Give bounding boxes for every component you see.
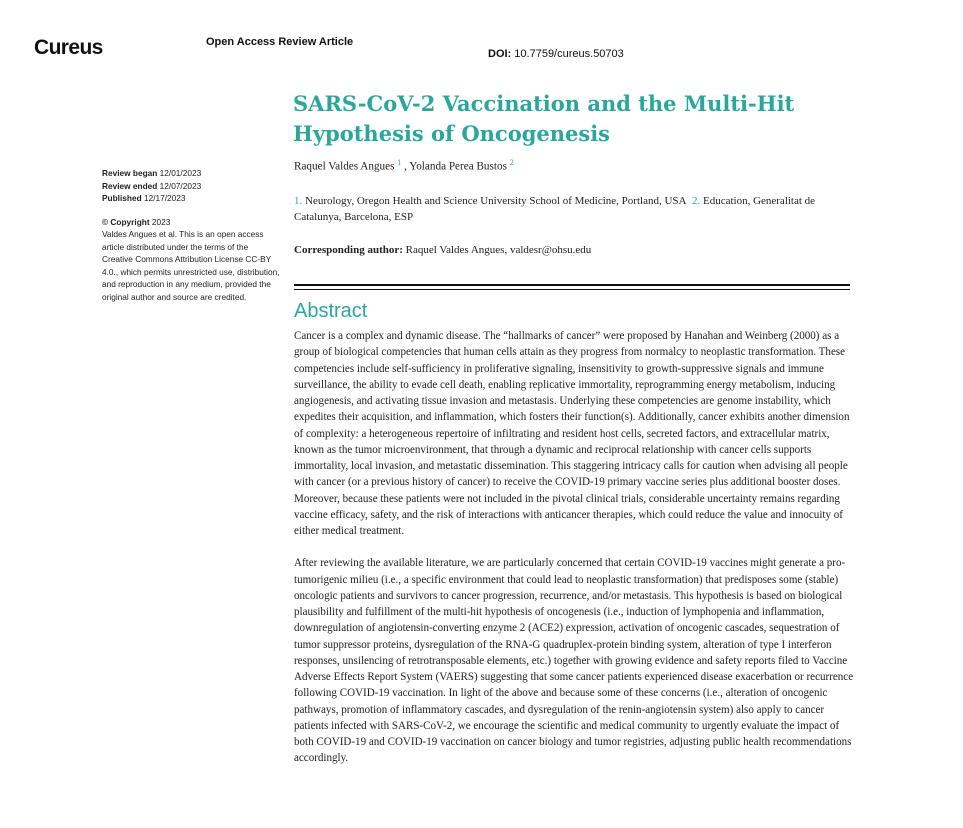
affiliation-number: 1. <box>294 195 303 207</box>
review-ended-label: Review ended <box>102 180 158 191</box>
affiliation-text: Neurology, Oregon Health and Science University School of Medicine, Portland, USA <box>305 195 687 207</box>
copyright <box>102 216 280 229</box>
review-began-label: Review began <box>102 168 158 178</box>
copyright-year: 2023 <box>151 216 171 227</box>
author-name[interactable]: Raquel Valdes Angues <box>294 160 395 173</box>
divider-thick <box>294 284 850 286</box>
author-name[interactable]: Yolanda Perea Bustos <box>409 160 507 173</box>
author-list <box>294 158 854 173</box>
doi-label: DOI: <box>488 48 512 60</box>
published <box>102 192 280 205</box>
divider-thin <box>294 289 850 290</box>
review-began <box>102 167 280 180</box>
published-label: Published <box>102 193 142 203</box>
doi <box>488 48 624 60</box>
article-type: Open Access Review Article <box>206 36 354 48</box>
abstract-paragraph: After reviewing the available literature, we are particularly concerned that certain COVID-19 vaccines might generate a pro-tumorigenic milieu (i.e., a specific environment that could lead to neoplastic transformation) that predisposes some (stable) oncologic patients and survivors to cancer progression, recurrence, and/or metastasis. This hypothesis is based on biological plausibility and fulfillment of the multi-hit hypothesis of oncogenesis (i.e., induction of lymphopenia and inflammation, downregulation of angiotensin-converting enzyme 2 (ACE2) expression, activation of oncogenic cascades, sequestration of tumor suppressor proteins, dysregulation of the RNA-G quadruplex-protein binding system, alteration of type I interferon responses, unsilencing of retrotransposable elements, etc.) together with growing evidence and safety reports filed to Vaccine Adverse Effects Report System (VAERS) suggesting that some cancer patients experienced disease exacerbation or recurrence following COVID-19 vaccination. In light of the above and because some of these concerns (i.e., alteration of oncogenic pathways, promotion of inflammatory cascades, and dysregulation of the renin-angiotensin system) also apply to cancer patients infected with SARS-CoV-2, we encourage the scientific and medical community to urgently evaluate the impact of both COVID-19 and COVID-19 vaccination on cancer biology and tumor registries, adjusting public health recommendations accordingly. <box>294 557 854 765</box>
review-ended-date: 12/07/2023 <box>159 180 202 191</box>
copyright-label: © Copyright <box>102 216 150 227</box>
abstract-body <box>294 328 854 783</box>
affiliation-text: Education, Generalitat de Catalunya, Barcelona, ESP <box>294 195 816 223</box>
article-history-sidebar <box>102 167 280 303</box>
affiliations <box>294 193 850 225</box>
author-affiliation-ref[interactable]: 2 <box>509 158 514 167</box>
corresponding-author <box>294 244 850 256</box>
author-affiliation-ref[interactable]: 1 <box>397 158 402 167</box>
journal-logo: Cureus <box>34 36 103 59</box>
corresponding-text[interactable]: Raquel Valdes Angues, valdesr@ohsu.edu <box>405 244 592 256</box>
affiliation-number: 2. <box>691 195 701 207</box>
doi-value[interactable]: 10.7759/cureus.50703 <box>514 48 624 60</box>
abstract-paragraph: Cancer is a complex and dynamic disease. The “hallmarks of cancer” were proposed by Hanahan and Weinberg (2000) as a group of biological competencies that human cells attain as they progress from normalcy to neoplastic transformation. These competencies include self-sufficiency in proliferative signaling, insensitivity to growth-suppressive signals and immune surveillance, the ability to evade cell death, enabling replicative immortality, reprogramming energy metabolism, inducing angiogenesis, and activating tissue invasion and metastasis. Underlying these competencies are genome instability, which expedites their acquisition, and inflammation, which fosters their function(s). Additionally, cancer exhibits another dimension of complexity: a heterogeneous repertoire of infiltrating and resident host cells, secreted factors, and extracellular matrix, known as the tumor microenvironment, that through a dynamic and reciprocal relationship with cancer cells supports immortality, local invasion, and metastatic dissemination. This staggering intricacy calls for caution when advising all people with cancer (or a previous history of cancer) to receive the COVID-19 primary vaccine series plus additional booster doses. Moreover, because these patients were not included in the pivotal clinical trials, considerable uncertainty remains regarding vaccine efficacy, safety, and the risk of interactions with anticancer therapies, which could reduce the value and innocuity of either medical treatment. <box>294 330 850 537</box>
corresponding-label: Corresponding author: <box>294 244 403 256</box>
review-ended <box>102 180 280 193</box>
review-began-date: 12/01/2023 <box>159 168 202 178</box>
article-title: SARS-CoV-2 Vaccination and the Multi-Hit Hypothesis of Oncogenesis <box>293 91 795 146</box>
abstract-heading: Abstract <box>294 300 368 322</box>
published-date: 12/17/2023 <box>143 193 186 203</box>
author-separator: , <box>404 160 407 173</box>
license-text: Valdes Angues et al. This is an open access article distributed under the terms of the Creative Commons Attribution License CC-BY 4.0., which permits unrestricted use, distribution, and reproduction in any medium, provided the original author and source are credited. <box>102 229 280 302</box>
